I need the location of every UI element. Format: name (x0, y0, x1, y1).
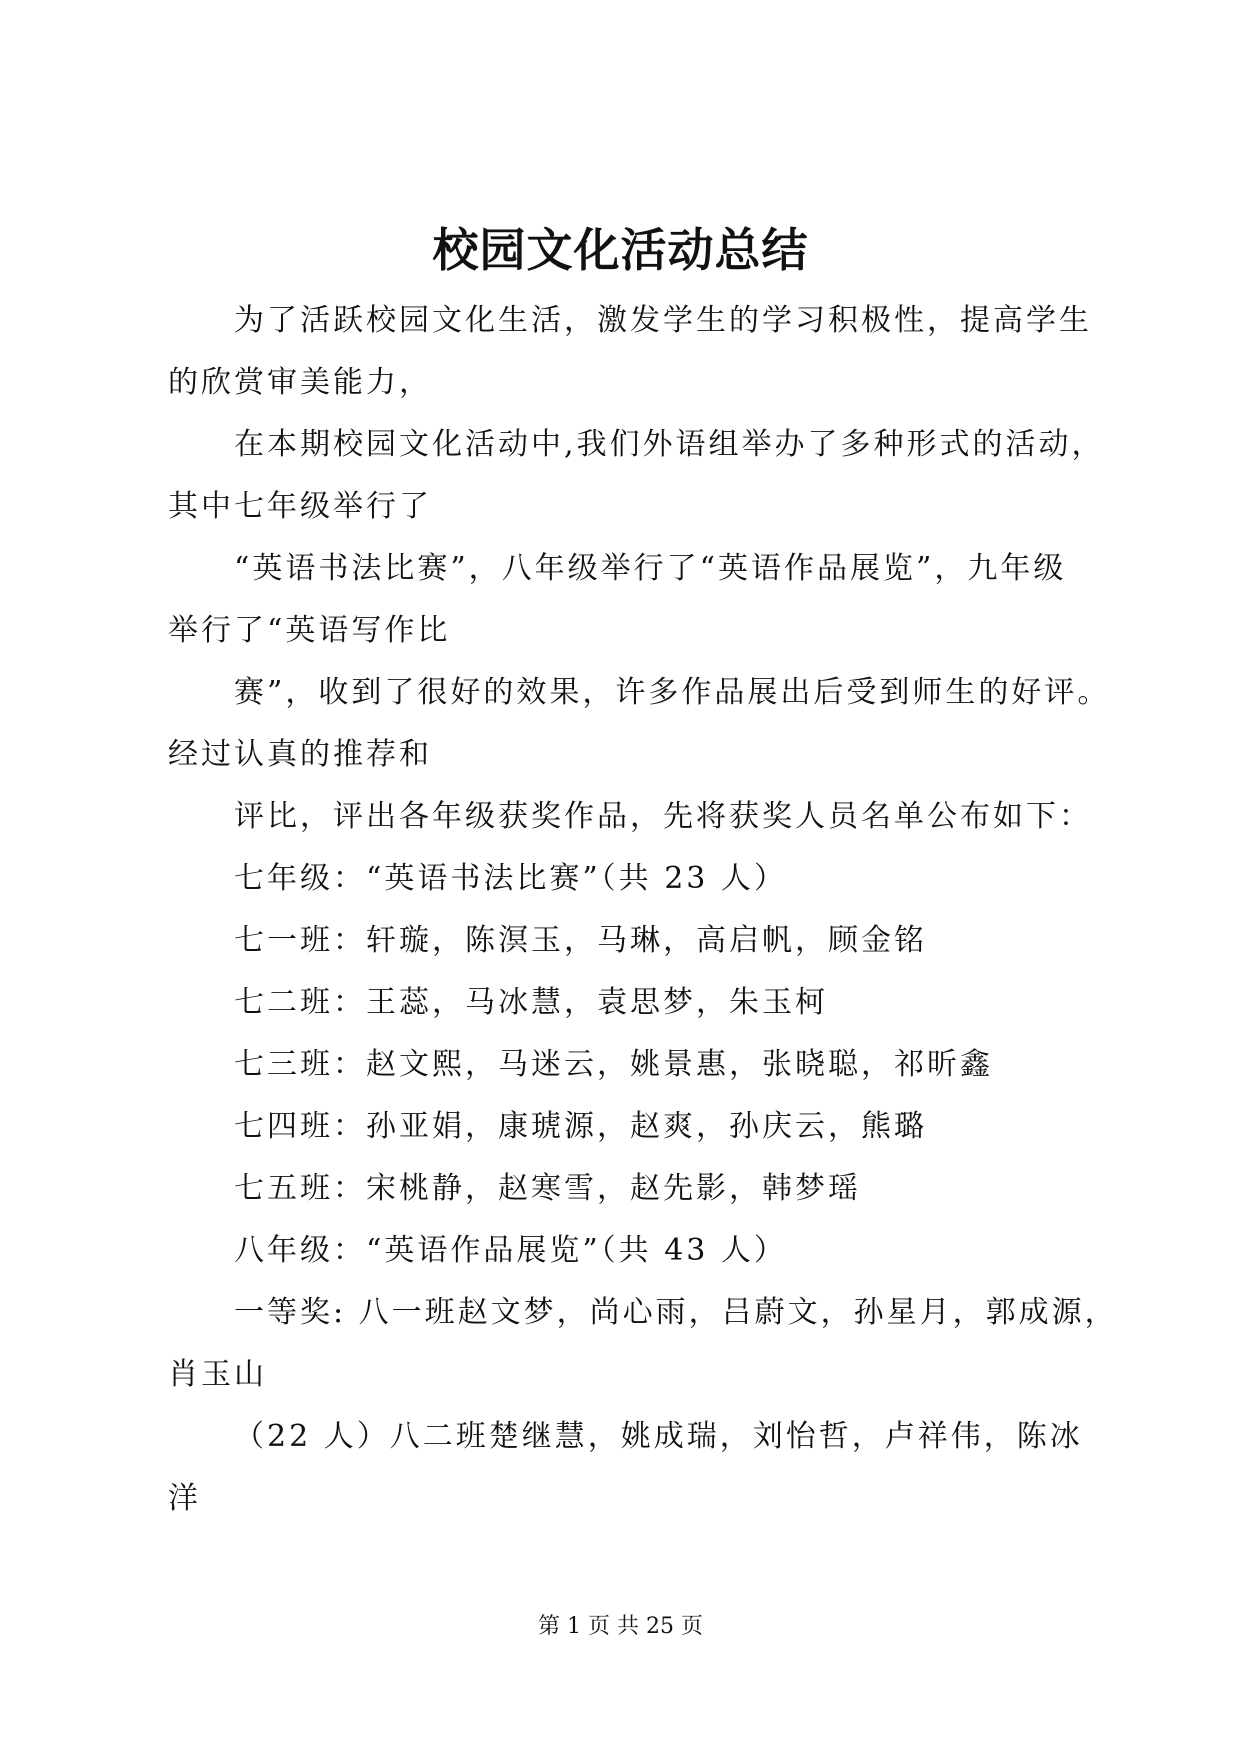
page-footer: 第 1 页 共 25 页 (538, 1614, 703, 1639)
paragraph-line: “英语书法比赛”，八年级举行了“英语作品展览”，九年级 (234, 551, 1067, 586)
paragraph-line: 举行了“英语写作比 (168, 613, 451, 648)
section-heading-grade-8: 八年级：“英语作品展览”（共 43 人） (234, 1233, 787, 1268)
class-list-line: 七四班：孙亚娟，康琥源，赵爽，孙庆云，熊璐 (234, 1109, 927, 1144)
class-list-line: 七三班：赵文熙，马迷云，姚景惠，张晓聪，祁昕鑫 (234, 1047, 993, 1082)
award-list-line: （22 人）八二班楚继慧，姚成瑞，刘怡哲，卢祥伟，陈冰 (234, 1419, 1083, 1454)
paragraph-line: 赛”，收到了很好的效果，许多作品展出后受到师生的好评。 (234, 675, 1111, 710)
class-list-line: 七五班：宋桃静，赵寒雪，赵先影，韩梦瑶 (234, 1171, 861, 1206)
paragraph-line: 评比，评出各年级获奖作品，先将获奖人员名单公布如下： (234, 799, 1092, 834)
award-list-line: 一等奖: 八一班赵文梦，尚心雨，吕蔚文，孙星月，郭成源， (234, 1295, 1118, 1330)
document-body (168, 290, 1118, 1530)
paragraph-line: 在本期校园文化活动中,我们外语组举办了多种形式的活动， (234, 427, 1105, 462)
paragraph-line: 其中七年级举行了 (168, 489, 432, 524)
award-list-line: 洋 (168, 1481, 201, 1516)
award-list-line: 肖玉山 (168, 1357, 267, 1392)
document-title: 校园文化活动总结 (432, 223, 809, 277)
class-list-line: 七二班：王蕊，马冰慧，袁思梦，朱玉柯 (234, 985, 828, 1020)
section-heading-grade-7: 七年级：“英语书法比赛”（共 23 人） (234, 861, 787, 896)
paragraph-line: 的欣赏审美能力， (168, 365, 432, 400)
paragraph-line: 经过认真的推荐和 (168, 737, 432, 772)
class-list-line: 七一班：轩璇，陈溟玉，马琳，高启帆，顾金铭 (234, 923, 927, 958)
paragraph-line: 为了活跃校园文化生活，激发学生的学习积极性，提高学生 (234, 303, 1092, 338)
